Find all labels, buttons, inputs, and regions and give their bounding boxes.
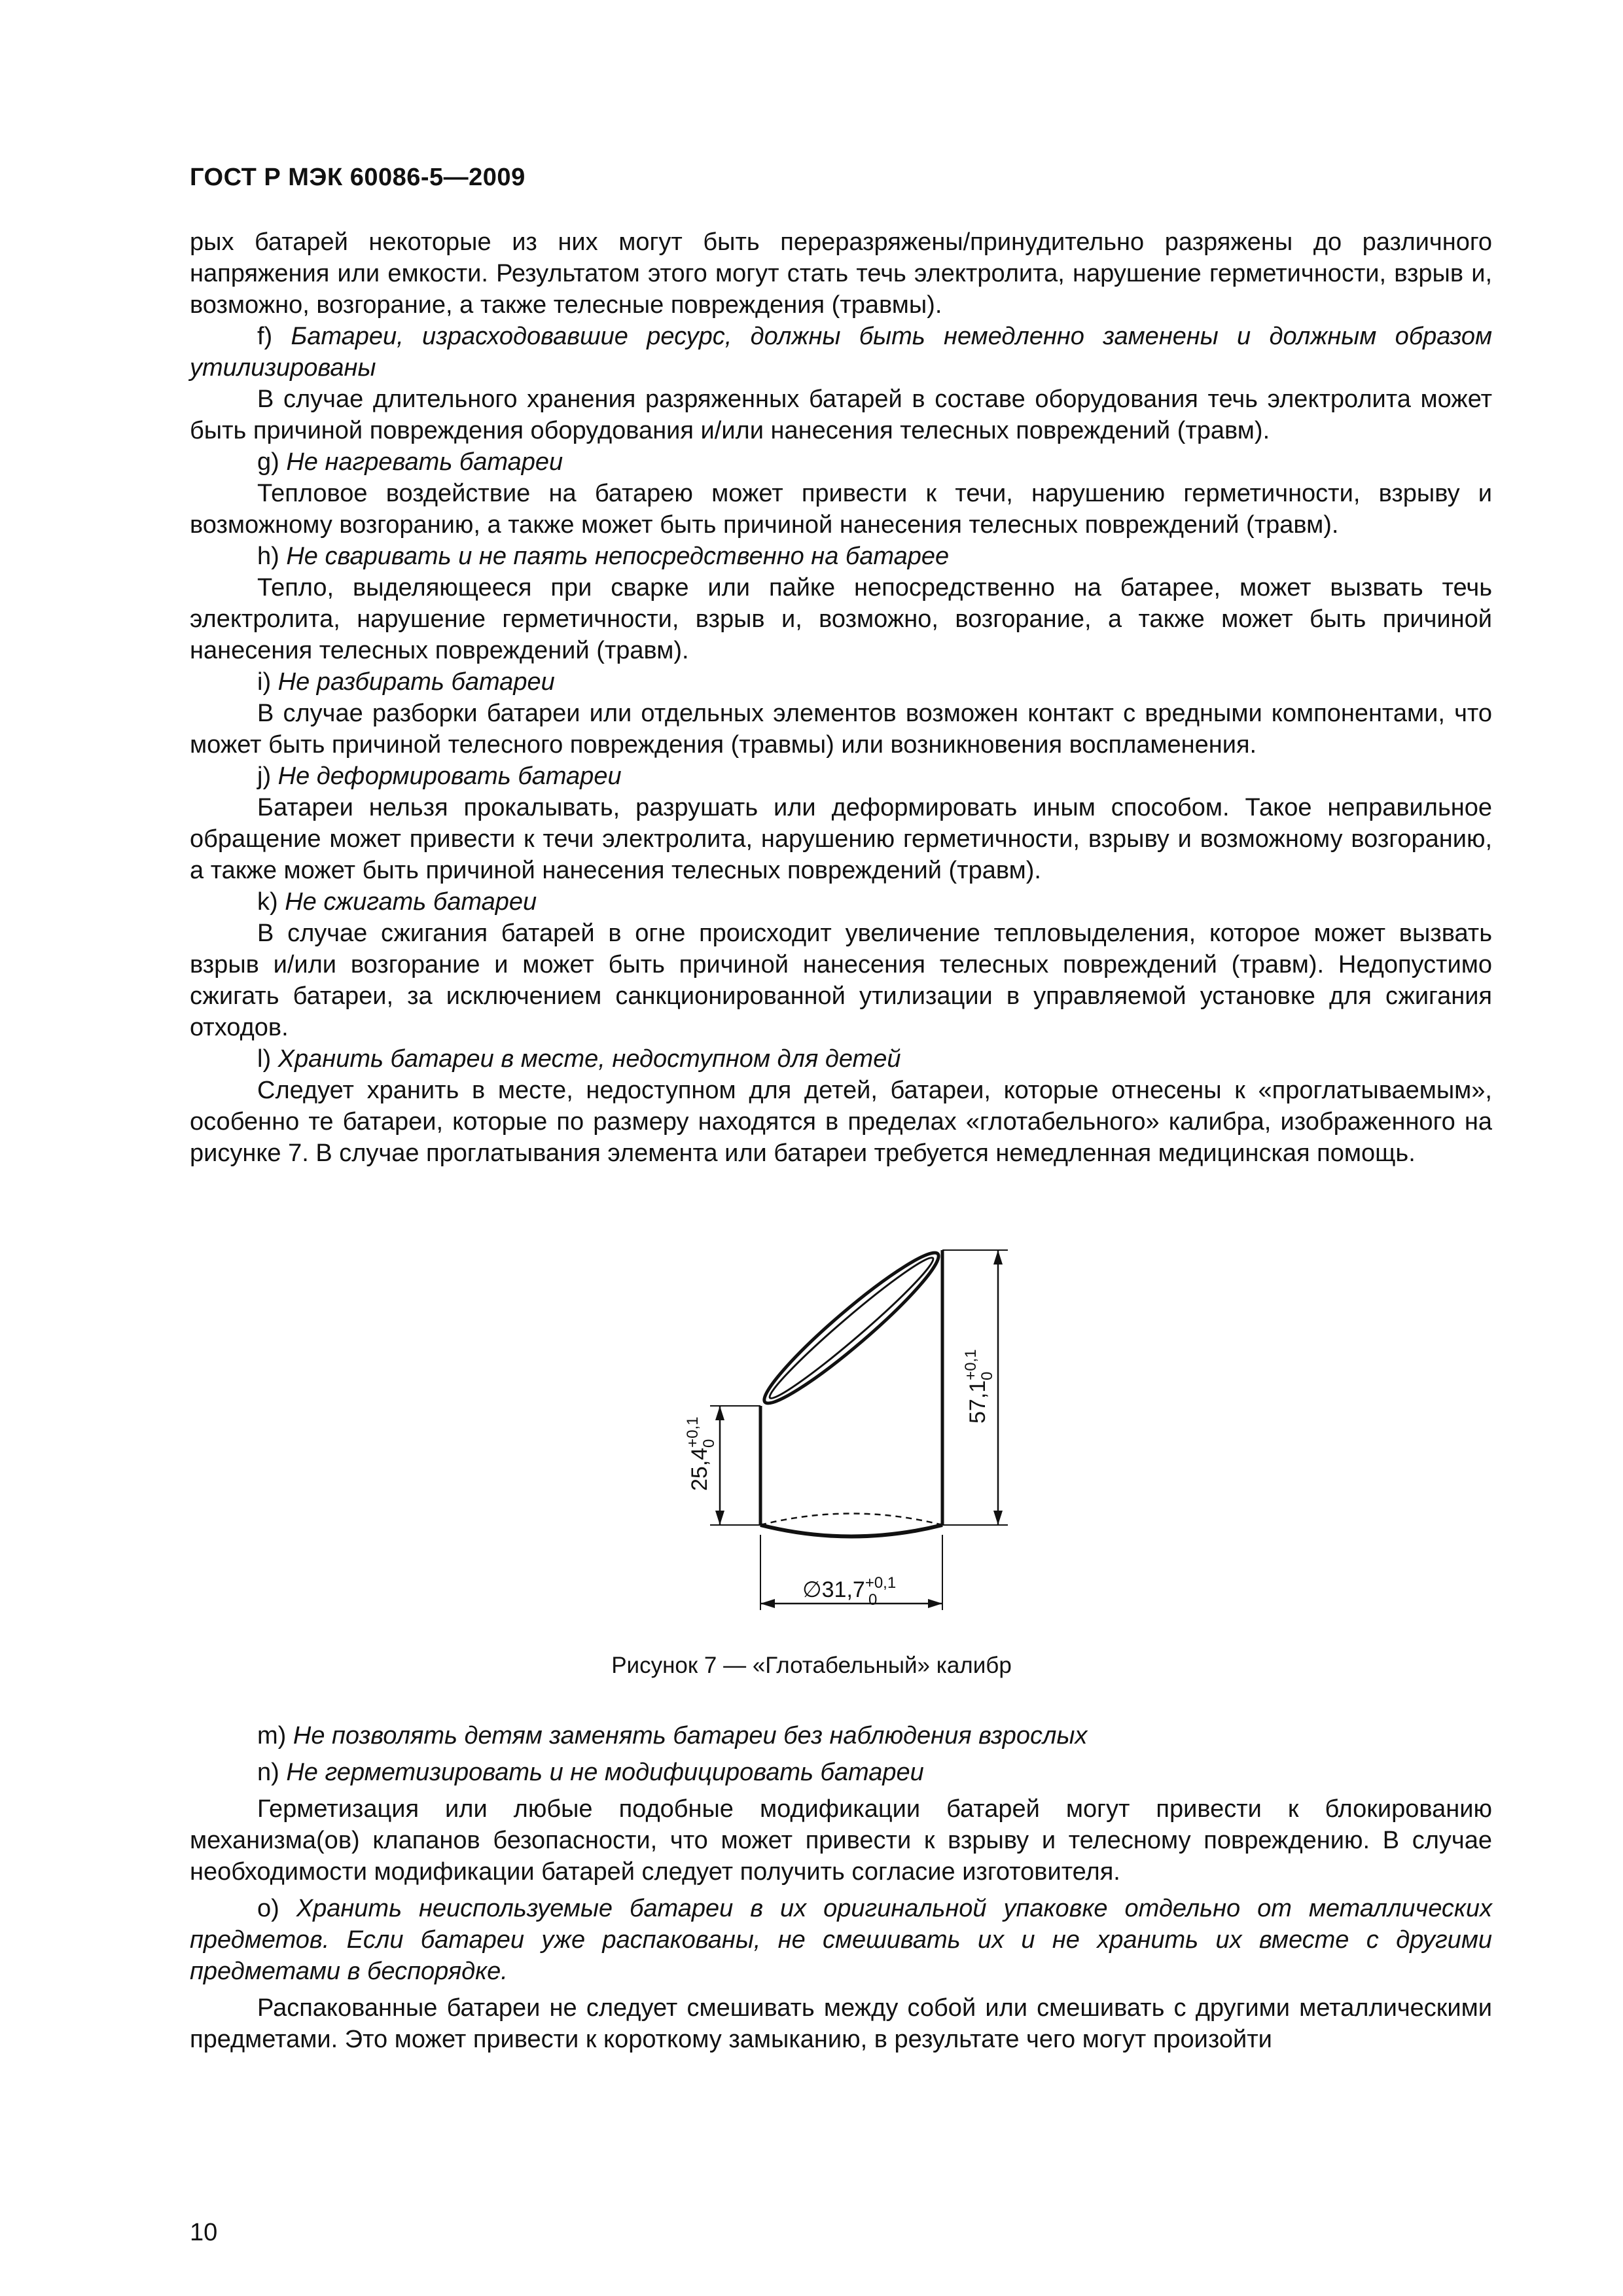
paragraph: В случае длительного хранения разряженных батарей в составе оборудования течь электролита может быть причиной повреждения оборудования и/или нанесения телесных повреждений (травм). [190,386,1492,444]
list-item-heading-text: Не сваривать и не паять непосредственно на батарее [286,543,950,570]
dimension-label-diameter-lower-tolerance: 0 [868,1591,878,1609]
list-item-heading [190,886,1492,918]
gauge-drawing [654,1230,1060,1649]
list-item-marker: j) [257,762,272,790]
paragraph: Герметизация или любые подобные модификации батарей могут привести к блокированию механизма(ов) клапанов безопасности, что может привести к взрыву и телесному повреждению. В случае необходимости модификации батарей следует получить согласие изготовителя. [190,1795,1492,1886]
paragraph: Распакованные батареи не следует смешивать между собой или смешивать с другими металлическими предметами. Это может привести к короткому замыканию, в результате чего могут произойти [190,1994,1492,2053]
list-item-marker: l) [257,1045,272,1073]
paragraph: рых батарей некоторые из них могут быть переразряжены/принудительно разряжены до различного напряжения или емкости. Результатом этого могут стать течь электролита, нарушение герметичности, взрыв и, возможно, возгорание, а также телесные повреждения (травмы). [190,228,1492,319]
arrowhead [760,1599,775,1608]
paragraph: Тепловое воздействие на батарею может привести к течи, нарушению герметичности, взрыву и возможному возгоранию, а также может быть причиной нанесения телесных повреждений (травм). [190,480,1492,539]
list-item-heading [190,666,1492,698]
cylinder-bottom-hidden [760,1514,942,1526]
list-item-heading-text: Не сжигать батареи [285,888,537,916]
arrowhead [715,1511,724,1525]
list-item-marker: h) [257,543,279,570]
list-item-heading [190,1720,1492,1751]
cylinder-bottom-front [760,1525,942,1537]
list-item-heading [190,446,1492,478]
list-item-marker: o) [257,1895,279,1922]
list-item-heading [190,321,1492,384]
list-item-heading-text: Не нагревать батареи [286,448,563,476]
list-item-heading-text: Хранить батареи в месте, недоступном для детей [277,1045,901,1073]
page-number: 10 [190,2219,218,2246]
list-item-heading [190,1043,1492,1075]
paragraph: В случае разборки батареи или отдельных элементов возможен контакт с вредными компонентами, что может быть причиной телесного повреждения (травмы) или возникновения воспламенения. [190,700,1492,759]
list-item-heading [190,1757,1492,1788]
list-item-heading-text: Батареи, израсходовавшие ресурс, должны быть немедленно заменены и должным образом утилизированы [190,323,1492,382]
dimension-label-tall: $57,1^{+0,1}$ [962,1349,990,1424]
list-item-heading-text: Не деформировать батареи [277,762,622,790]
arrowhead [993,1511,1003,1525]
list-item-marker: n) [257,1759,279,1786]
dimension-label-short-lower-tolerance: 0 [700,1439,718,1448]
dimension-label-short: $25,4^{+0,1}$ [684,1416,712,1491]
slanted-top-outer [754,1241,949,1415]
paragraph: Тепло, выделяющееся при сварке или пайке непосредственно на батарее, может вызвать течь электролита, нарушение герметичности, взрыв и, возможно, возгорание, а также может быть причиной нанесения телесных повреждений (травм). [190,574,1492,664]
arrowhead [928,1599,942,1608]
list-item-marker: k) [257,888,278,916]
text-block-upper [190,226,1492,1169]
list-item-heading [190,541,1492,572]
dimension-label-tall-lower-tolerance: 0 [978,1371,996,1380]
text-block-lower [190,1720,1492,2060]
list-item-heading-text: Не герметизировать и не модифицировать батареи [286,1759,924,1786]
figure-caption: Рисунок 7 — «Глотабельный» калибр [611,1653,1012,1678]
list-item-marker: m) [257,1722,287,1749]
figure-7 [654,1230,1060,1649]
slanted-top-inner [763,1250,940,1406]
document-header: ГОСТ Р МЭК 60086-5—2009 [190,164,526,191]
list-item-heading-text: Не позволять детям заменять батареи без наблюдения взрослых [293,1722,1088,1749]
paragraph: Следует хранить в месте, недоступном для детей, батареи, которые отнесены к «проглатываемым», особенно те батареи, которые по размеру находятся в пределах «глотабельного» калибра, изображенного на рисунке 7. В случае проглатывания элемента или батареи требуется немедленная медицинская помощь. [190,1077,1492,1167]
paragraph: Батареи нельзя прокалывать, разрушать или деформировать иным способом. Такое неправильное обращение может привести к течи электролита, нарушению герметичности, взрыву и возможному возгоранию, а также может быть причиной нанесения телесных повреждений (травм). [190,794,1492,884]
list-item-heading-text: Не разбирать батареи [277,668,555,696]
list-item-heading-text: Хранить неиспользуемые батареи в их оригинальной упаковке отдельно от металлических предметов. Если батареи уже распакованы, не смешивать их и не хранить их вместе с другими предметами в беспорядке. [190,1895,1492,1985]
arrowhead [715,1406,724,1420]
list-item-marker: f) [257,323,273,350]
list-item-heading [190,761,1492,792]
list-item-marker: g) [257,448,279,476]
paragraph: В случае сжигания батарей в огне происходит увеличение тепловыделения, которое может вызвать взрыв и/или возгорание и может быть причиной нанесения телесных повреждений (травм). Недопустимо сжигать батареи, за исключением санкционированной утилизации в управляемой установке для сжигания отходов. [190,920,1492,1041]
arrowhead [993,1250,1003,1265]
list-item-heading [190,1893,1492,1987]
list-item-marker: i) [257,668,272,696]
dimension-label-diameter: $\emptyset 31,7^{+0,1}$ [802,1574,897,1602]
